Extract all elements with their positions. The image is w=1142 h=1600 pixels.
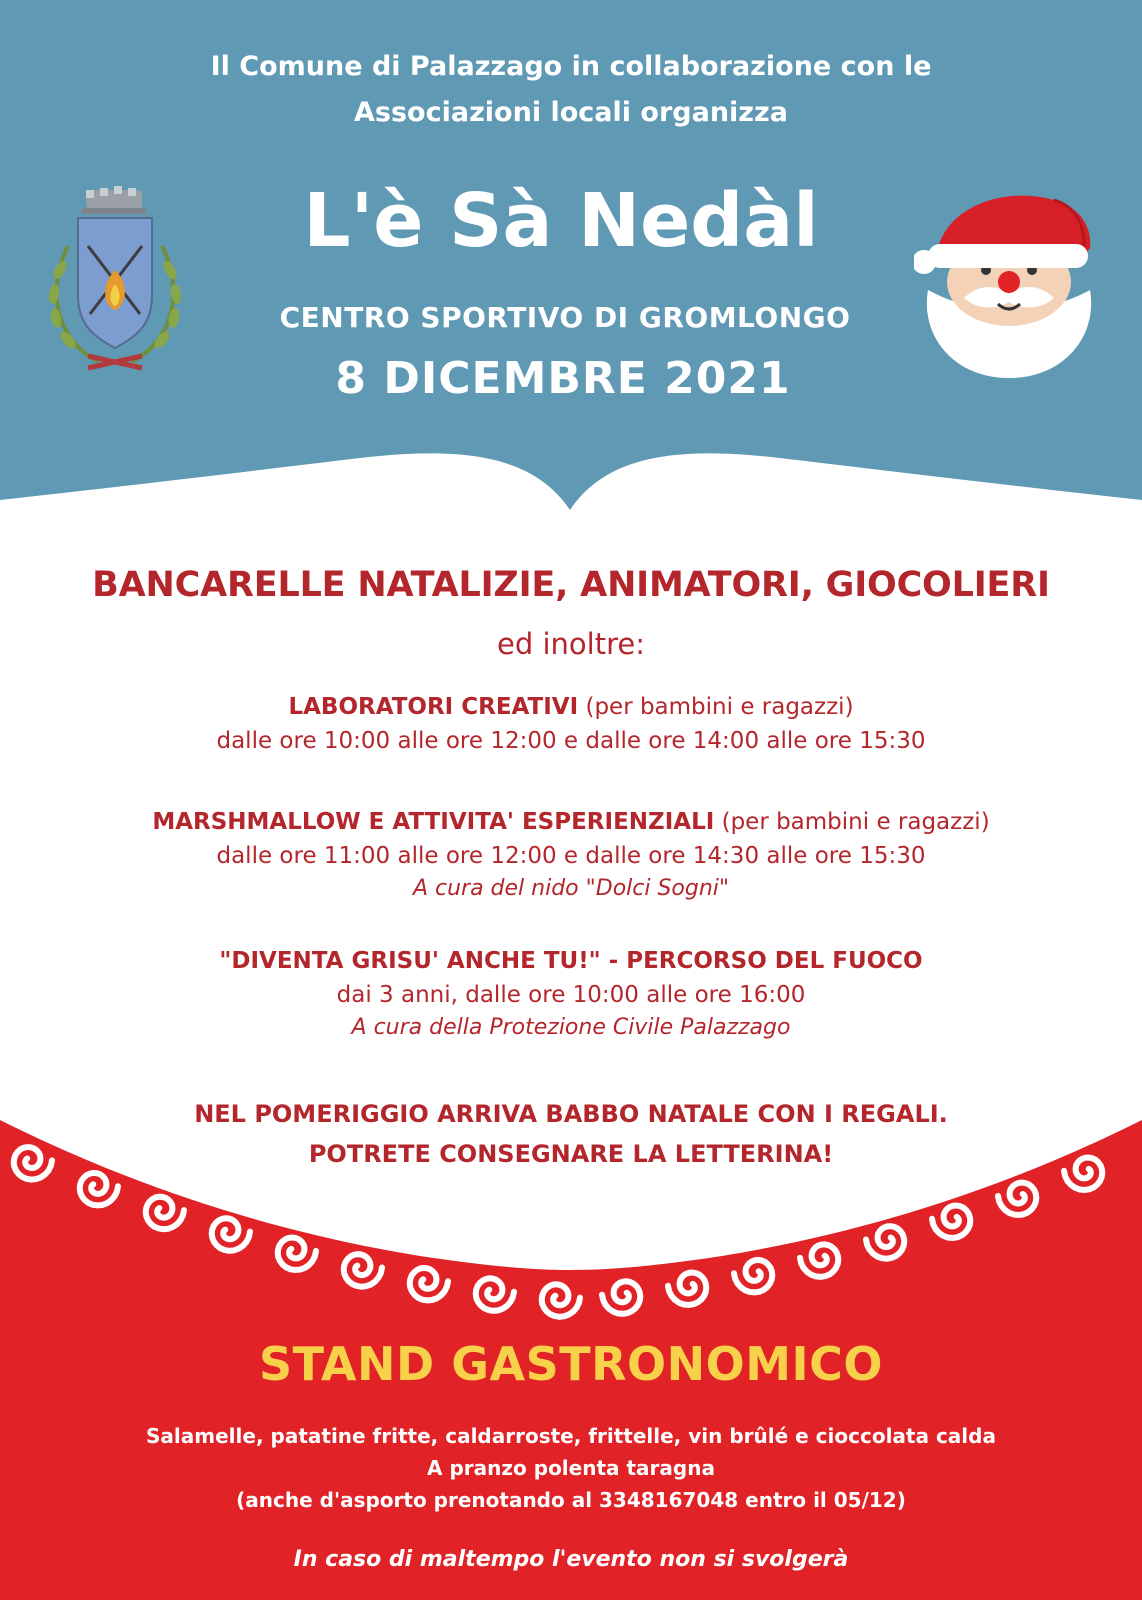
- activity-laboratori: [0, 690, 1142, 758]
- intro-line-1: Il Comune di Palazzago in collaborazione con le: [210, 51, 932, 82]
- activity-schedule: dalle ore 10:00 alle ore 12:00 e dalle ore 14:00 alle ore 15:30: [216, 728, 926, 754]
- activity-schedule: dai 3 anni, dalle ore 10:00 alle ore 16:00: [336, 982, 806, 1008]
- municipal-crest-icon: [38, 186, 192, 378]
- stand-title: STAND GASTRONOMICO: [259, 1337, 883, 1391]
- activity-note: A cura del nido "Dolci Sogni": [412, 876, 730, 901]
- activity-marshmallow: [0, 805, 1142, 905]
- activity-title: MARSHMALLOW E ATTIVITA' ESPERIENZIALI: [152, 809, 715, 835]
- activity-grisu: [0, 944, 1142, 1044]
- event-date: 8 DICEMBRE 2021: [335, 353, 791, 404]
- weather-note: In caso di maltempo l'evento non si svolgerà: [293, 1547, 849, 1572]
- notice-line-2: POTRETE CONSEGNARE LA LETTERINA!: [308, 1140, 834, 1168]
- event-venue: CENTRO SPORTIVO DI GROMLONGO: [279, 301, 851, 334]
- program-headline: BANCARELLE NATALIZIE, ANIMATORI, GIOCOLIERI: [92, 565, 1050, 605]
- stand-line-1: Salamelle, patatine fritte, caldarroste, frittelle, vin brûlé e cioccolata calda: [146, 1424, 996, 1448]
- activity-audience: (per bambini e ragazzi): [714, 809, 990, 835]
- stand-line-2: A pranzo polenta taragna: [427, 1456, 715, 1480]
- activity-title: LABORATORI CREATIVI: [288, 694, 579, 720]
- stand-line-3: (anche d'asporto prenotando al 3348167048 entro il 05/12): [236, 1488, 906, 1512]
- santa-claus-icon: [914, 186, 1104, 382]
- activity-note: A cura della Protezione Civile Palazzago: [351, 1015, 791, 1040]
- stand-menu: [0, 1420, 1142, 1516]
- program-intro: ed inoltre:: [497, 627, 645, 661]
- activity-title: "DIVENTA GRISU' ANCHE TU!" - PERCORSO DEL FUOCO: [219, 948, 923, 974]
- activity-audience: (per bambini e ragazzi): [578, 694, 854, 720]
- intro-text: [0, 44, 1142, 136]
- notice-line-1: NEL POMERIGGIO ARRIVA BABBO NATALE CON I REGALI.: [194, 1100, 948, 1128]
- event-title: L'è Sà Nedàl: [303, 178, 819, 264]
- intro-line-2: Associazioni locali organizza: [354, 97, 788, 128]
- activity-schedule: dalle ore 11:00 alle ore 12:00 e dalle ore 14:30 alle ore 15:30: [216, 843, 926, 869]
- santa-notice: [0, 1094, 1142, 1174]
